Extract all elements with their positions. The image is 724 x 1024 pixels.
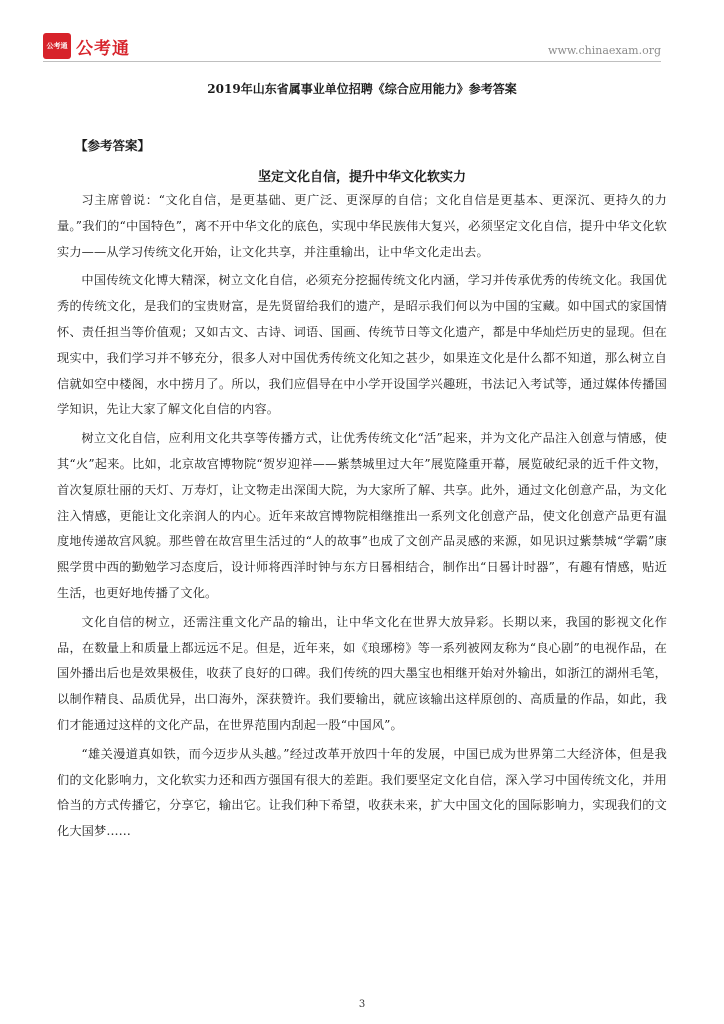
- logo-badge-icon: 公考通: [43, 33, 71, 59]
- essay-title: 坚定文化自信，提升中华文化软实力: [257, 170, 466, 185]
- brand-logo[interactable]: [43, 33, 130, 59]
- paragraph: 习主席曾说：“文化自信，是更基础、更广泛、更深厚的自信；文化自信是更基本、更深沉、更持久的力量。”我们的“中国特色”，离不开中华文化的底色，实现中华民族伟大复兴，必须坚定文化自信，提升中华文化软实力——从学习传统文化开始，让文化共享，并注重输出，让中华文化走出去。: [57, 193, 667, 259]
- paragraph: “雄关漫道真如铁，而今迈步从头越。”经过改革开放四十年的发展，中国已成为世界第二大经济体，但是我们的文化影响力，文化软实力还和西方强国有很大的差距。我们要坚定文化自信，深入学习中国传统文化，并用恰当的方式传播它，分享它，输出它。让我们种下希望，收获未来，扩大中国文化的国际影响力，实现我们的文化大国梦……: [57, 746, 667, 839]
- logo-text: 公考通: [76, 38, 130, 59]
- header-divider: [43, 61, 661, 62]
- site-url[interactable]: www.chinaexam.org: [548, 44, 661, 57]
- document-title: 2019年山东省属事业单位招聘《综合应用能力》参考答案: [207, 82, 517, 96]
- paragraph: 文化自信的树立，还需注重文化产品的输出，让中华文化在世界大放异彩。长期以来，我国的影视文化作品，在数量上和质量上都远远不足。但是，近年来，如《琅琊榜》等一系列被网友称为“良心剧”的电视作品，在国外播出后也是效果极佳，收获了良好的口碑。我们传统的四大墨宝也相继开始对外输出，如浙江的湖州毛笔，以制作精良、品质优异，出口海外，深获赞许。我们要输出，就应该输出这样原创的、高质量的作品，如此，我们才能通过这样的文化产品，在世界范围内刮起一股“中国风”。: [57, 614, 667, 732]
- essay-body: [57, 188, 667, 845]
- page-number: 3: [358, 999, 366, 1010]
- paragraph: 树立文化自信，应利用文化共享等传播方式，让优秀传统文化“活”起来，并为文化产品注入创意与情感，使其“火”起来。比如，北京故宫博物院“贺岁迎祥——紫禁城里过大年”展览隆重开幕，展览破纪录的近千件文物，首次复原壮丽的天灯、万寿灯，让文物走出深闺大院，为大家所了解、共享。此外，通过文化创意产品，为文化注入情感，更能让文化亲润人的内心。近年来故宫博物院相继推出一系列文化创意产品，使文化创意产品更有温度地传递故宫风貌。那些曾在故宫里生活过的“人的故事”也成了文创产品灵感的来源，如见识过紫禁城“学霸”康熙学贯中西的勤勉学习态度后，设计师将西洋时钟与东方日晷相结合，制作出“日晷计时器”，有趣有情感，贴近生活，也更好地传播了文化。: [57, 431, 667, 600]
- page-header: [0, 0, 724, 64]
- paragraph: 中国传统文化博大精深，树立文化自信，必须充分挖掘传统文化内涵，学习并传承优秀的传统文化。我国优秀的传统文化，是我们的宝贵财富，是先贤留给我们的遗产，是昭示我们何以为中国的宝藏。如中国式的家国情怀、责任担当等价值观；又如古文、古诗、词语、国画、传统节日等文化遗产，都是中华灿烂历史的显现。但在现实中，我们学习并不够充分，很多人对中国优秀传统文化知之甚少，如果连文化是什么都不知道，那么树立自信就如空中楼阁，水中捞月了。所以，我们应倡导在中小学开设国学兴趣班，书法记入考试等，通过媒体传播国学知识，先让大家了解文化自信的内容。: [57, 273, 667, 417]
- section-label: 【参考答案】: [75, 138, 151, 153]
